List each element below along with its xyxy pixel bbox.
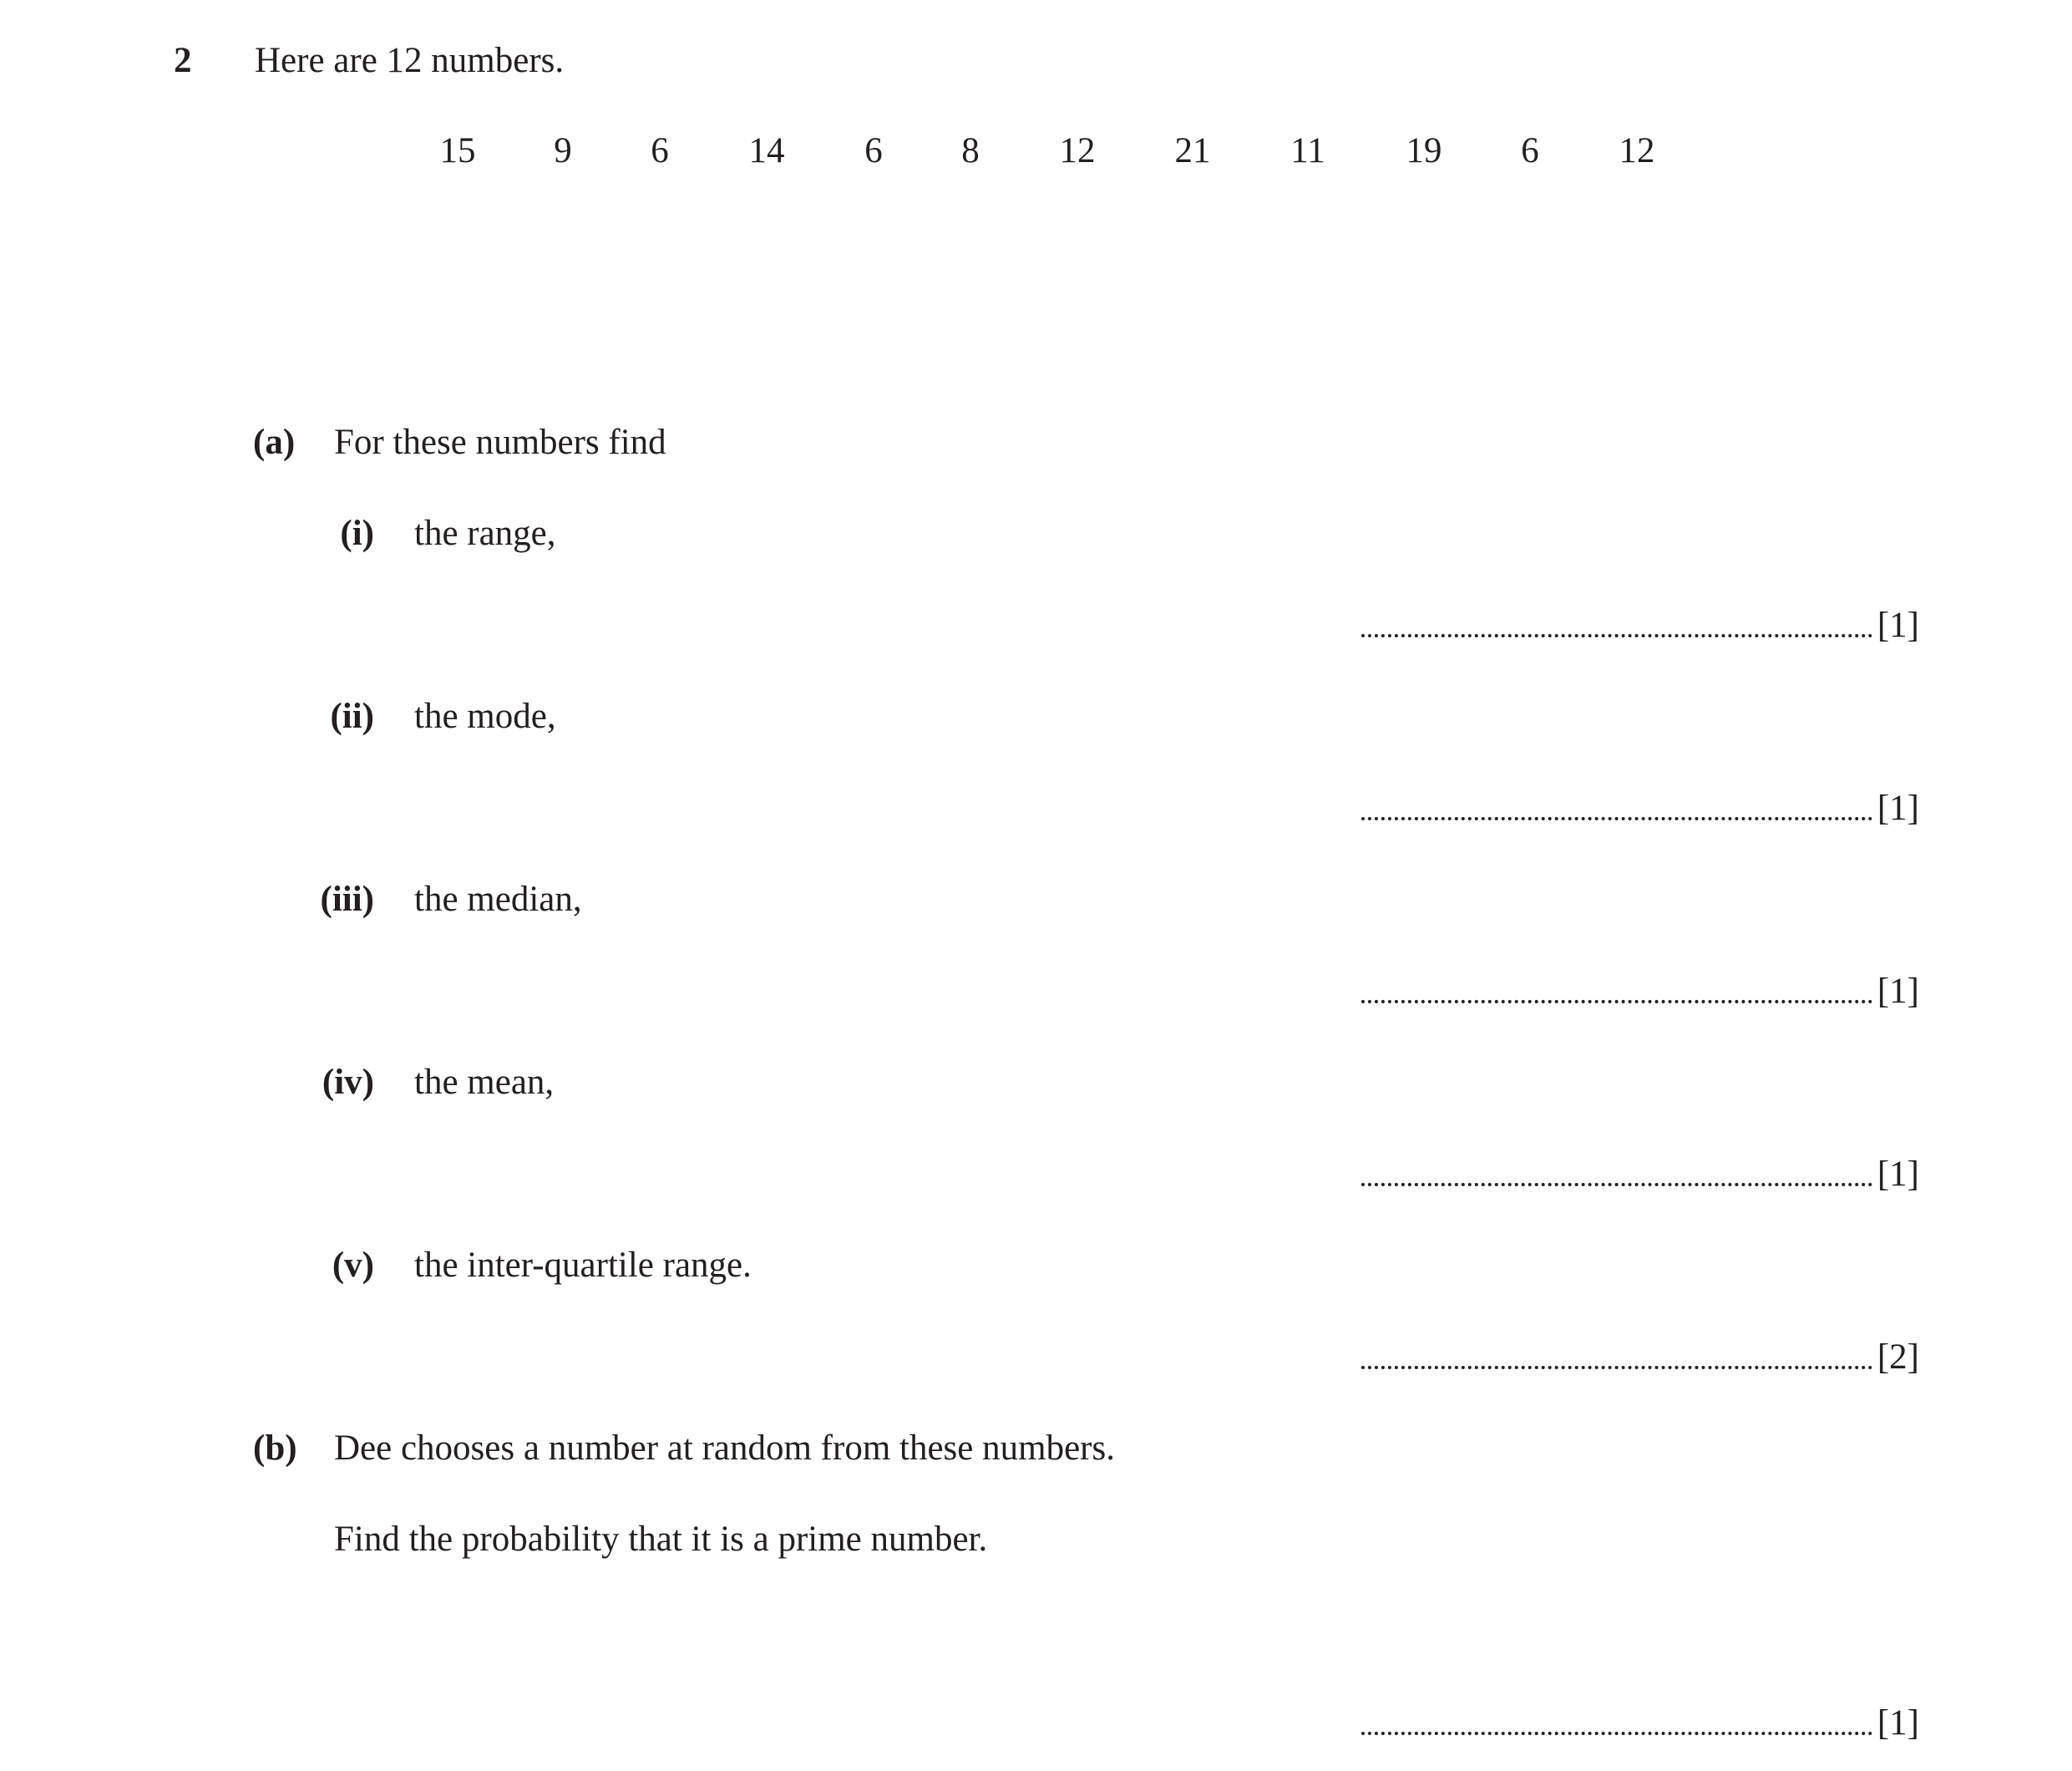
answer-dots (1361, 1732, 1872, 1735)
number-item: 11 (1290, 131, 1325, 170)
number-item: 21 (1174, 131, 1211, 170)
number-item: 9 (554, 131, 572, 170)
answer-dots (1361, 1183, 1872, 1186)
subpart-ii-label: (ii) (330, 697, 374, 736)
subpart-v-label: (v) (332, 1246, 374, 1285)
part-b-text-1: Dee chooses a number at random from these numbers. (334, 1428, 1115, 1468)
part-b-label: (b) (253, 1428, 297, 1468)
number-item: 19 (1406, 131, 1442, 170)
number-item: 6 (651, 131, 669, 170)
answer-line-i[interactable] (1361, 605, 1919, 646)
marks-iii: [1] (1877, 972, 1919, 1011)
number-item: 6 (864, 131, 883, 170)
answer-line-b[interactable] (1361, 1702, 1919, 1743)
number-item: 15 (439, 131, 476, 170)
number-item: 12 (1619, 131, 1655, 170)
part-a-text: For these numbers find (334, 423, 666, 462)
subpart-v-text: the inter-quartile range. (414, 1246, 752, 1285)
marks-i: [1] (1877, 606, 1919, 645)
answer-dots (1361, 817, 1872, 820)
subpart-i-label: (i) (340, 514, 374, 553)
answer-line-iv[interactable] (1361, 1154, 1919, 1195)
part-a-label: (a) (253, 423, 296, 462)
answer-dots (1361, 1366, 1872, 1369)
marks-ii: [1] (1877, 789, 1919, 828)
question-number: 2 (174, 41, 192, 80)
answer-line-iii[interactable] (1361, 971, 1919, 1012)
marks-b: [1] (1877, 1703, 1919, 1743)
number-list (0, 130, 2072, 180)
subpart-i-text: the range, (414, 514, 556, 553)
subpart-iii-text: the median, (414, 880, 582, 919)
number-item: 14 (748, 131, 785, 170)
question-intro: Here are 12 numbers. (255, 41, 565, 80)
subpart-iv-label: (iv) (322, 1063, 374, 1102)
answer-dots (1361, 1000, 1872, 1003)
answer-line-v[interactable] (1361, 1337, 1919, 1378)
subpart-ii-text: the mode, (414, 697, 556, 736)
answer-dots (1361, 634, 1872, 637)
number-item: 8 (961, 131, 980, 170)
subpart-iv-text: the mean, (414, 1063, 555, 1102)
marks-v: [2] (1877, 1337, 1919, 1377)
number-item: 12 (1059, 131, 1096, 170)
subpart-iii-label: (iii) (320, 880, 374, 919)
number-item: 6 (1521, 131, 1539, 170)
part-b-text-2: Find the probability that it is a prime number. (334, 1520, 988, 1559)
marks-iv: [1] (1877, 1154, 1919, 1194)
answer-line-ii[interactable] (1361, 788, 1919, 829)
